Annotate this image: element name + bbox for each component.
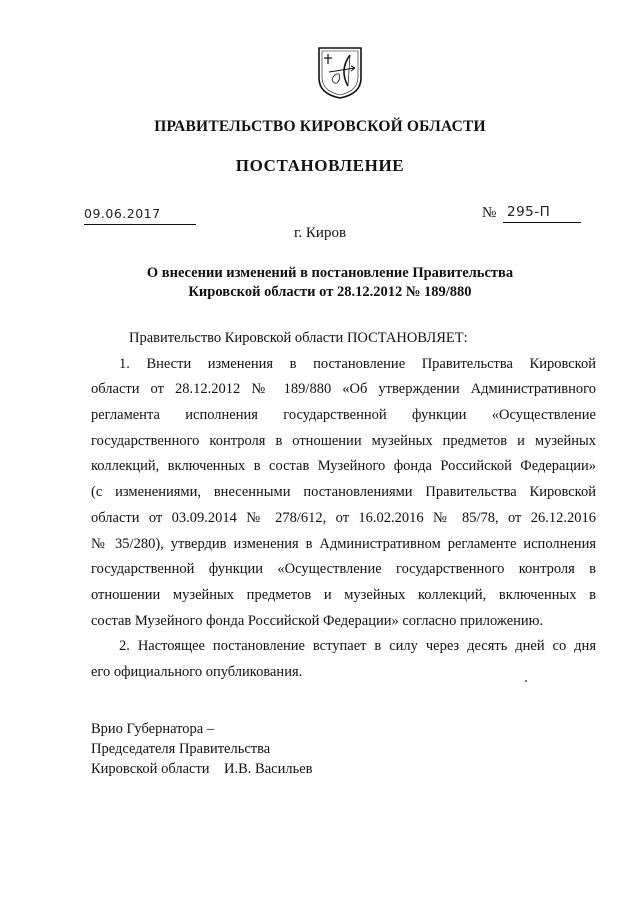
handwritten-date: 09.06.2017	[84, 206, 161, 221]
coat-of-arms-icon	[317, 46, 363, 100]
handwritten-number: 295-П	[507, 204, 551, 220]
body-line: регламента исполнения государственной функции «Осуществление	[91, 407, 596, 424]
number-line	[503, 204, 581, 223]
body-intro: Правительство Кировской области ПОСТАНОВЛЯЕТ:	[129, 330, 468, 346]
body-line: области от 03.09.2014 № 278/612, от 16.02.2016 № 85/78, от 26.12.2016	[91, 509, 596, 526]
body-line: государственного контроля в отношении музейных предметов и музейных	[91, 432, 596, 449]
date-field	[84, 206, 196, 225]
number-label: №	[482, 205, 497, 221]
document-subject	[120, 264, 540, 302]
subject-line: О внесении изменений в постановление Правительства	[146, 265, 514, 281]
number-field	[482, 204, 582, 224]
body-line: государственной функции «Осуществление государственного контроля в	[91, 561, 596, 578]
signature-line: Председателя Правительства	[91, 741, 271, 757]
body-line: состав Музейного фонда Российской Федерации» согласно приложению.	[91, 612, 544, 629]
document-body	[91, 326, 596, 686]
city-line: г. Киров	[293, 225, 347, 241]
body-line: области от 28.12.2012 № 189/880 «Об утверждении Административного	[91, 381, 596, 398]
signature-block	[91, 719, 313, 779]
body-line: № 35/280), утвердив изменения в Административном регламенте исполнения	[91, 535, 596, 552]
organization-title: ПРАВИТЕЛЬСТВО КИРОВСКОЙ ОБЛАСТИ	[154, 118, 486, 135]
body-line: (с изменениями, внесенными постановлениями Правительства Кировской	[91, 484, 596, 501]
body-line: 2. Настоящее постановление вступает в силу через десять дней со дня	[119, 638, 596, 655]
body-line: 1. Внести изменения в постановление Правительства Кировской	[119, 355, 596, 372]
body-line: отношении музейных предметов и музейных коллекций, включенных в	[91, 586, 596, 603]
body-line: его официального опубликования.	[91, 663, 303, 680]
scan-speck	[525, 680, 527, 682]
signature-line: Кировской области И.В. Васильев	[91, 761, 313, 777]
document-type-title: ПОСТАНОВЛЕНИЕ	[235, 156, 405, 175]
body-line: коллекций, включенных в состав Музейного фонда Российской Федерации»	[91, 458, 596, 475]
signature-line: Врио Губернатора –	[91, 721, 215, 737]
subject-line: Кировской области от 28.12.2012 № 189/880	[188, 284, 472, 300]
